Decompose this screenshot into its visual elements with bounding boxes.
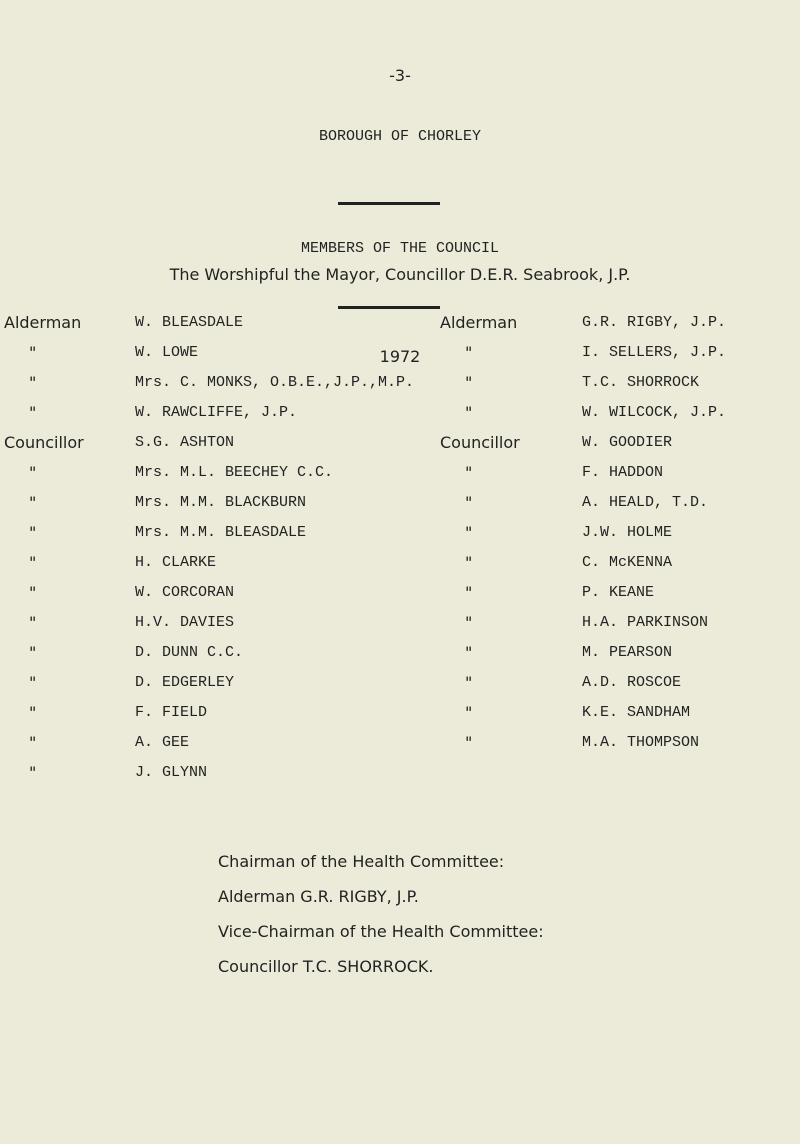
right-member-name: I. SELLERS, J.P. [582, 344, 727, 361]
year: 1972 [379, 347, 421, 366]
right-member-name: M. PEARSON [582, 644, 673, 661]
right-member-title: Alderman [440, 313, 518, 332]
left-member-title: " [29, 613, 37, 632]
left-member-title: " [29, 733, 37, 752]
right-member-title: Councillor [440, 433, 520, 452]
left-member-name: Mrs. C. MONKS, O.B.E.,J.P.,M.P. [135, 374, 415, 391]
right-member-name: P. KEANE [582, 584, 655, 601]
left-member-name: W. CORCORAN [135, 584, 235, 601]
right-member-title: " [465, 403, 473, 422]
right-member-name: C. McKENNA [582, 554, 673, 571]
left-member-title: " [29, 703, 37, 722]
right-member-title: " [465, 673, 473, 692]
right-member-title: " [465, 463, 473, 482]
left-member-title: " [29, 523, 37, 542]
right-member-name: H.A. PARKINSON [582, 614, 709, 631]
left-member-title: Alderman [4, 313, 82, 332]
right-member-name: M.A. THOMPSON [582, 734, 700, 751]
left-member-title: " [29, 343, 37, 362]
right-member-title: " [465, 613, 473, 632]
left-member-name: H.V. DAVIES [135, 614, 235, 631]
right-member-name: W. GOODIER [582, 434, 673, 451]
right-member-name: A. HEALD, T.D. [582, 494, 709, 511]
right-member-title: " [465, 493, 473, 512]
right-member-title: " [465, 643, 473, 662]
right-member-name: F. HADDON [582, 464, 664, 481]
left-member-name: Mrs. M.M. BLACKBURN [135, 494, 307, 511]
left-member-title: " [29, 673, 37, 692]
footer-line: Chairman of the Health Committee: [218, 852, 505, 871]
left-member-name: D. EDGERLEY [135, 674, 235, 691]
right-member-name: T.C. SHORROCK [582, 374, 700, 391]
divider [338, 202, 440, 205]
page-number: -3- [389, 66, 411, 85]
right-member-title: " [465, 523, 473, 542]
left-member-title: Councillor [4, 433, 84, 452]
left-member-name: D. DUNN C.C. [135, 644, 244, 661]
footer-line: Councillor T.C. SHORROCK. [218, 957, 434, 976]
left-member-title: " [29, 373, 37, 392]
subheading: MEMBERS OF THE COUNCIL [300, 240, 500, 257]
footer-line: Vice-Chairman of the Health Committee: [218, 922, 544, 941]
left-member-name: H. CLARKE [135, 554, 217, 571]
right-member-name: W. WILCOCK, J.P. [582, 404, 727, 421]
left-member-title: " [29, 763, 37, 782]
divider [338, 306, 440, 309]
right-member-title: " [465, 343, 473, 362]
left-member-title: " [29, 403, 37, 422]
right-member-name: K.E. SANDHAM [582, 704, 691, 721]
left-member-name: W. RAWCLIFFE, J.P. [135, 404, 298, 421]
footer-line: Alderman G.R. RIGBY, J.P. [218, 887, 419, 906]
left-member-name: J. GLYNN [135, 764, 208, 781]
right-member-title: " [465, 553, 473, 572]
right-member-name: J.W. HOLME [582, 524, 673, 541]
heading: BOROUGH OF CHORLEY [318, 128, 482, 145]
left-member-title: " [29, 553, 37, 572]
left-member-name: Mrs. M.L. BEECHEY C.C. [135, 464, 334, 481]
left-member-name: W. LOWE [135, 344, 199, 361]
left-member-title: " [29, 463, 37, 482]
left-member-title: " [29, 583, 37, 602]
right-member-title: " [465, 583, 473, 602]
mayor-line: The Worshipful the Mayor, Councillor D.E.R. Seabrook, J.P. [169, 265, 631, 284]
right-member-title: " [465, 703, 473, 722]
left-member-name: Mrs. M.M. BLEASDALE [135, 524, 307, 541]
right-member-name: G.R. RIGBY, J.P. [582, 314, 727, 331]
left-member-title: " [29, 493, 37, 512]
left-member-name: A. GEE [135, 734, 190, 751]
right-member-title: " [465, 733, 473, 752]
left-member-name: S.G. ASHTON [135, 434, 235, 451]
left-member-name: F. FIELD [135, 704, 208, 721]
left-member-title: " [29, 643, 37, 662]
left-member-name: W. BLEASDALE [135, 314, 244, 331]
right-member-name: A.D. ROSCOE [582, 674, 682, 691]
right-member-title: " [465, 373, 473, 392]
